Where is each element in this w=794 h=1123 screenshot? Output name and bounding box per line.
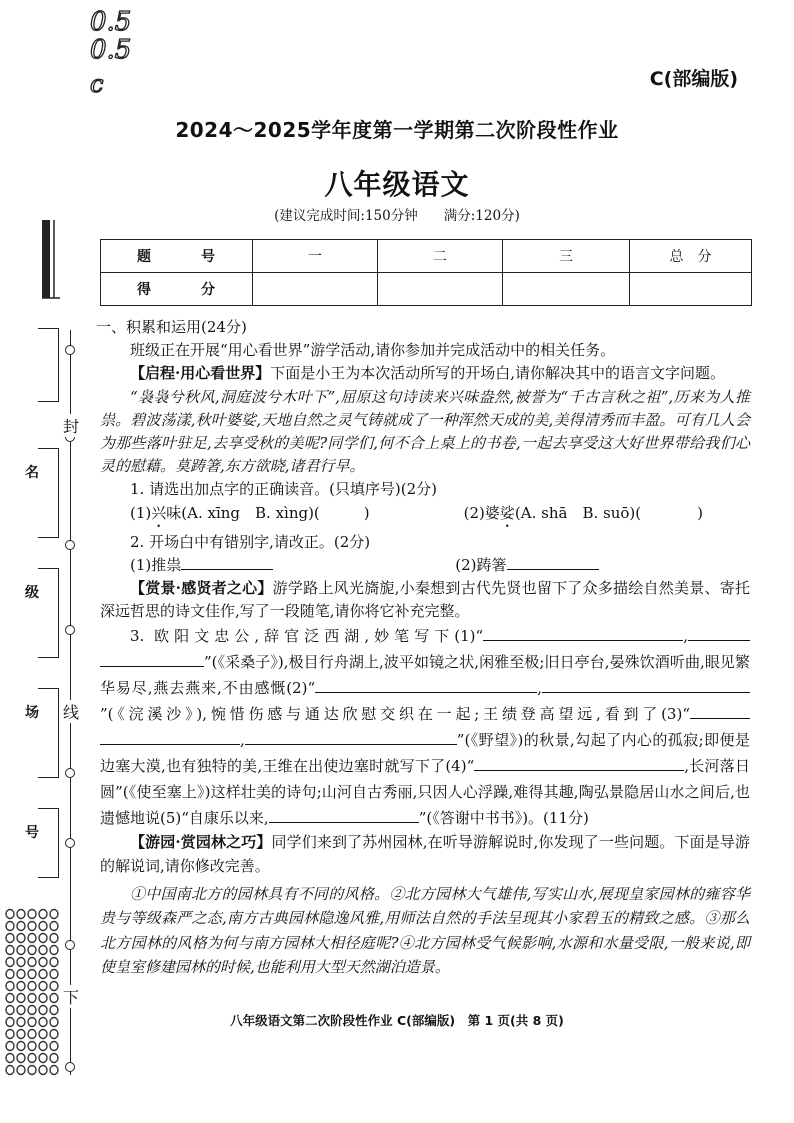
margin-dot — [50, 982, 58, 991]
task-3-text: 同学们来到了苏州园林,在听导游解说时,你发现了一些问题。下面是导游的解说词,请你修改完善。 — [100, 833, 750, 875]
task-1-text: 下面是小王为本次活动所写的开场白,请你解决其中的语言文字问题。 — [270, 364, 726, 383]
handwriting-1: 0.5 — [90, 7, 132, 37]
margin-dot — [6, 922, 14, 931]
side-label-name: 名 — [25, 465, 39, 481]
answer-blank[interactable] — [688, 626, 750, 641]
binding-word: 下 — [60, 985, 82, 1008]
margin-dot — [6, 1042, 14, 1051]
binding-word: 封 — [60, 414, 82, 437]
margin-dot — [17, 994, 25, 1003]
answer-blank[interactable] — [100, 730, 240, 745]
opening-passage: “袅袅兮秋风,洞庭波兮木叶下”,屈原这句诗读来兴味盎然,被誉为“千古言秋之祖”,历来为人推祟。碧波荡漾,秋叶婆娑,天地自然之灵气铸就成了一种浑然天成的美,美得清秀而丰盈。可有几人会为那些落叶驻足,去享受秋的美呢?同学们,何不合上桌上的书卷,一起去享受这大好世界带给我们心灵的慰藉。莫踌箸,东方欲晓,诸君行早。 — [100, 387, 750, 476]
side-label-number: 号 — [25, 825, 39, 841]
margin-dot — [28, 1042, 36, 1051]
score-row-label: 得 分 — [101, 273, 253, 306]
margin-dot — [6, 982, 14, 991]
margin-dot — [50, 958, 58, 967]
margin-dot — [39, 922, 47, 931]
margin-dot — [50, 1042, 58, 1051]
margin-dot — [28, 982, 36, 991]
answer-blank[interactable] — [100, 652, 204, 667]
handwritten-marks — [88, 2, 158, 97]
question-1: 1. 请选出加点字的正确读音。(只填序号)(2分) — [130, 480, 438, 499]
binding-blank-box — [38, 808, 59, 878]
margin-dot — [6, 958, 14, 967]
binding-circle — [65, 1062, 75, 1072]
handwriting-3: c — [90, 70, 104, 97]
margin-dot — [50, 1066, 58, 1075]
binding-circle — [65, 345, 75, 355]
margin-dot — [50, 934, 58, 943]
margin-dot — [39, 958, 47, 967]
margin-dot — [17, 1054, 25, 1063]
margin-dot — [17, 970, 25, 979]
edition-label: C(部编版) — [649, 68, 738, 90]
margin-dot — [50, 1030, 58, 1039]
margin-dot — [6, 934, 14, 943]
margin-dot — [50, 910, 58, 919]
dotted-char-1: 兴 — [151, 503, 167, 522]
answer-blank[interactable] — [483, 626, 683, 641]
page-footer: 八年级语文第二次阶段性作业 C(部编版) 第 1 页(共 8 页) — [230, 1013, 564, 1028]
margin-dot — [6, 946, 14, 955]
binding-circle — [65, 768, 75, 778]
score-table-header: 总 分 — [630, 240, 752, 273]
binding-circle — [65, 625, 75, 635]
exam-title: 2024～2025学年度第一学期第二次阶段性作业 — [175, 118, 619, 142]
margin-dot — [28, 934, 36, 943]
score-table-header: 三 — [503, 240, 630, 273]
score-cell[interactable] — [378, 273, 503, 306]
answer-blank[interactable] — [474, 756, 684, 771]
answer-blank[interactable] — [181, 555, 273, 570]
section-heading: 一、积累和运用(24分) — [96, 318, 247, 336]
task-3-heading: 【游园·赏园林之巧】 — [130, 833, 272, 852]
margin-dot — [17, 1042, 25, 1051]
score-info: 满分:120分) — [443, 208, 520, 224]
answer-blank[interactable] — [690, 704, 750, 719]
score-cell[interactable] — [253, 273, 378, 306]
score-table-header: 一 — [253, 240, 378, 273]
binding-word: 线 — [60, 700, 82, 723]
answer-blank[interactable] — [245, 730, 457, 745]
margin-dot — [39, 1066, 47, 1075]
margin-dot — [50, 922, 58, 931]
binding-dot-grid — [4, 908, 62, 1078]
margin-dot — [39, 994, 47, 1003]
task-1-heading: 【启程·用心看世界】 — [130, 364, 271, 383]
margin-dot — [50, 1054, 58, 1063]
side-label-room: 场 — [25, 705, 39, 721]
question-2-blanks: (1)推祟 (2)踌箸 — [100, 554, 750, 577]
question-2: 2. 开场白中有错别字,请改正。(2分) — [130, 532, 371, 551]
task-1 — [100, 362, 750, 385]
handwriting-2: 0.5 — [90, 35, 132, 65]
answer-blank[interactable] — [507, 555, 599, 570]
margin-dot — [17, 922, 25, 931]
margin-dot — [6, 994, 14, 1003]
section-intro: 班级正在开展“用心看世界”游学活动,请你参加并完成活动中的相关任务。 — [130, 341, 616, 360]
margin-dot — [6, 1030, 14, 1039]
side-label-class: 级 — [25, 585, 39, 601]
margin-dot — [28, 922, 36, 931]
binding-circle — [65, 838, 75, 848]
answer-blank[interactable] — [269, 808, 419, 823]
binding-top-mark — [40, 218, 62, 300]
margin-dot — [28, 1054, 36, 1063]
answer-blank[interactable] — [692, 678, 750, 693]
margin-dot — [6, 910, 14, 919]
section-1 — [96, 316, 750, 980]
score-cell[interactable] — [630, 273, 752, 306]
margin-dot — [17, 1030, 25, 1039]
question-3: 3. 欧阳文忠公,辞官泛西湖,妙笔写下(1)“ ,”(《采桑子》),极目行舟湖上,波平如镜之状,闲雅至极;旧日亭台,晏殊饮酒听曲,眼见繁华易尽,燕去燕来,不由感慨(2)“ ,”(《浣溪沙》),惋惜伤感与通达欣慰交织在一起;王绩登高望远,看到了(3)“, ”(《野望》)的秋景,勾起了内心的孤寂;即便是边塞大漠,也有独特的美,王维在出使边塞时就写下了(4)“ ,长河落日圆”(《使至塞上》)这样壮美的诗句;山河自古秀丽,只因人心浮躁,难得其趣,陶弘景隐居山水之间后,也遗憾地说(5)“自康乐以来, ”(《答谢中书书》)。(11分) — [100, 627, 750, 828]
task-3 — [100, 831, 750, 877]
margin-dot — [28, 994, 36, 1003]
margin-dot — [17, 946, 25, 955]
task-2-text: 游学路上风光旖旎,小秦想到古代先贤也留下了众多描绘自然美景、寄托深远哲思的诗文佳作,写了一段随笔,请你将它补充完整。 — [100, 579, 750, 621]
task-2 — [100, 577, 750, 623]
margin-dot — [28, 958, 36, 967]
margin-dot — [50, 994, 58, 1003]
margin-dot — [28, 946, 36, 955]
margin-dot — [28, 1030, 36, 1039]
guide-text: ①中国南北方的园林具有不同的风格。②北方园林大气雄伟,写实山水,展现皇家园林的雍容华贵与等级森严之态,南方古典园林隐逸风雅,用师法自然的手法呈现其小家碧玉的精致之感。③那么北方园林的风格为何与南方园林大相径庭呢?④北方园林受气候影响,水源和水量受限,一般来说,即使皇室修建园林的时候,也能利用大型天然湖泊造景。 — [100, 884, 750, 977]
margin-dot — [39, 1030, 47, 1039]
margin-dot — [17, 982, 25, 991]
margin-dot — [17, 1066, 25, 1075]
margin-dot — [17, 958, 25, 967]
score-cell[interactable] — [503, 273, 630, 306]
margin-dot — [39, 934, 47, 943]
question-1-options: (1)兴味(A. xīng B. xìng)( ) (2)婆娑(A. shā B. suō)( ) — [130, 503, 703, 522]
margin-dot — [39, 1042, 47, 1051]
margin-dot — [28, 970, 36, 979]
score-table-header-row — [101, 240, 752, 273]
score-table-header: 题 号 — [101, 240, 253, 273]
score-table-score-row — [101, 273, 752, 306]
answer-blank[interactable] — [315, 678, 537, 693]
margin-dot — [17, 934, 25, 943]
margin-dot — [39, 970, 47, 979]
margin-dot — [50, 946, 58, 955]
task-2-heading: 【赏景·感贤者之心】 — [130, 579, 273, 598]
answer-blank[interactable] — [542, 678, 692, 693]
margin-dot — [28, 1066, 36, 1075]
score-table — [100, 239, 752, 306]
margin-dot — [6, 1066, 14, 1075]
exam-info — [0, 204, 794, 224]
binding-blank-box — [38, 328, 59, 402]
dotted-char-2: 娑 — [499, 503, 515, 522]
margin-dot — [17, 910, 25, 919]
margin-dot — [39, 982, 47, 991]
margin-dot — [39, 910, 47, 919]
time-info: (建议完成时间:150分钟 — [274, 208, 418, 224]
binding-circle — [65, 940, 75, 950]
margin-dot — [6, 970, 14, 979]
margin-dot — [50, 970, 58, 979]
margin-dot — [39, 946, 47, 955]
score-table-header: 二 — [378, 240, 503, 273]
subject-title: 八年级语文 — [324, 168, 470, 201]
margin-dot — [28, 910, 36, 919]
margin-dot — [6, 1054, 14, 1063]
binding-circle — [65, 540, 75, 550]
margin-dot — [39, 1054, 47, 1063]
